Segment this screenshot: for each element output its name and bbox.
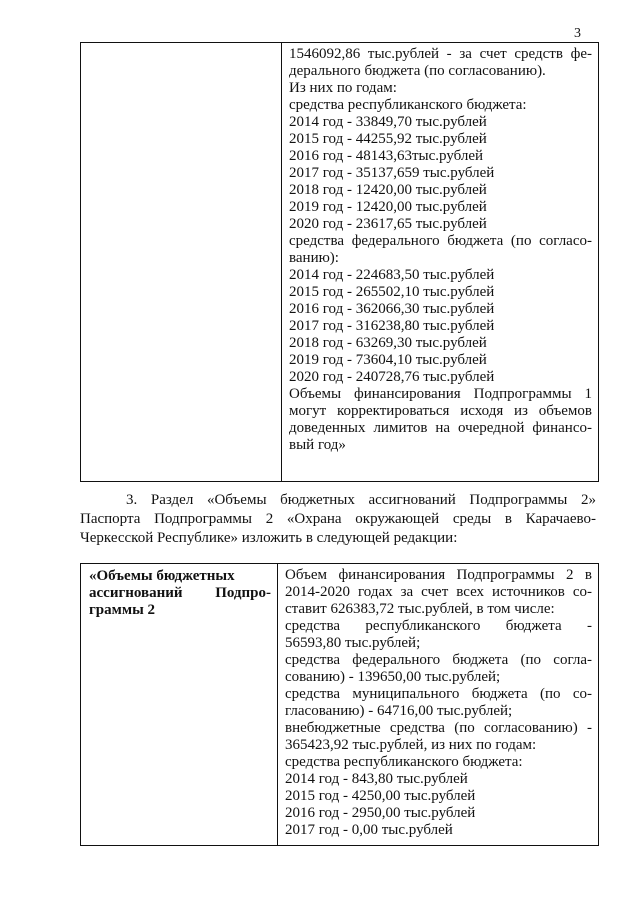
text-line: ванию): (289, 250, 339, 266)
table-row (81, 43, 599, 482)
table-cell-label (81, 43, 282, 482)
text-line: средства федерального бюджета (по согласо- (289, 233, 592, 249)
text-line: 2014 год - 843,80 тыс.рублей (285, 771, 468, 787)
text-line: 2017 год - 0,00 тыс.рублей (285, 822, 453, 838)
text-line: Из них по годам: (289, 80, 397, 96)
text-line: 2015 год - 265502,10 тыс.рублей (289, 284, 495, 300)
text-line: 3. Раздел «Объемы бюджетных ассигнований Подпрограммы 2» (126, 492, 596, 508)
text-line: Черкесской Республике» изложить в следующей редакции: (80, 530, 458, 546)
financing-table-subprogram-1 (80, 42, 599, 482)
text-line: 2019 год - 12420,00 тыс.рублей (289, 199, 487, 215)
text-line: внебюджетные средства (по согласованию) - (285, 720, 592, 736)
text-line: вый год» (289, 437, 346, 453)
page-number: 3 (574, 26, 581, 41)
text-line: 2014-2020 годах за счет всех источников со- (285, 584, 592, 600)
text-line: 2016 год - 362066,30 тыс.рублей (289, 301, 495, 317)
cell-text-block (278, 564, 598, 839)
text-line: средства республиканского бюджета - (285, 618, 592, 634)
text-line: Объемы финансирования Подпрограммы 1 (289, 386, 592, 402)
text-line: сованию) - 139650,00 тыс.рублей; (285, 669, 501, 685)
text-line: доведенных лимитов на очередной финансо- (289, 420, 592, 436)
text-line: граммы 2 (89, 602, 156, 618)
table-cell-value (278, 564, 599, 846)
text-line: средства республиканского бюджета: (285, 754, 523, 770)
text-line: 2016 год - 48143,63тыс.рублей (289, 148, 484, 164)
cell-heading (81, 564, 277, 619)
text-line: 2015 год - 44255,92 тыс.рублей (289, 131, 487, 147)
text-line: могут корректироваться исходя из объемов (289, 403, 592, 419)
text-line: 2017 год - 316238,80 тыс.рублей (289, 318, 495, 334)
text-line: Паспорта Подпрограммы 2 «Охрана окружающей среды в Карачаево- (80, 511, 596, 527)
text-line: 1546092,86 тыс.рублей - за счет средств фе- (289, 46, 592, 62)
text-line: 2014 год - 224683,50 тыс.рублей (289, 267, 495, 283)
text-line: средства федерального бюджета (по согла- (285, 652, 592, 668)
text-line: 56593,80 тыс.рублей; (285, 635, 421, 651)
text-line: 2018 год - 63269,30 тыс.рублей (289, 335, 487, 351)
text-line: ставит 626383,72 тыс.рублей, в том числе: (285, 601, 555, 617)
text-line: 2016 год - 2950,00 тыс.рублей (285, 805, 476, 821)
text-line: ассигнований Подпро- (89, 585, 271, 601)
text-line: 2015 год - 4250,00 тыс.рублей (285, 788, 476, 804)
text-line: 2020 год - 240728,76 тыс.рублей (289, 369, 495, 385)
table-row (81, 564, 599, 846)
text-line: «Объемы бюджетных (89, 568, 235, 584)
text-line: 365423,92 тыс.рублей, из них по годам: (285, 737, 537, 753)
text-line: 2014 год - 33849,70 тыс.рублей (289, 114, 487, 130)
cell-text-block (282, 43, 598, 454)
table-cell-value (282, 43, 599, 482)
text-line: 2019 год - 73604,10 тыс.рублей (289, 352, 487, 368)
text-line: средства республиканского бюджета: (289, 97, 527, 113)
text-line: 2018 год - 12420,00 тыс.рублей (289, 182, 487, 198)
section-3-paragraph (80, 491, 596, 548)
text-line: гласованию) - 64716,00 тыс.рублей; (285, 703, 513, 719)
text-line: Объем финансирования Подпрограммы 2 в (285, 567, 592, 583)
financing-table-subprogram-2 (80, 563, 599, 846)
text-line: 2020 год - 23617,65 тыс.рублей (289, 216, 487, 232)
text-line: средства муниципального бюджета (по со- (285, 686, 592, 702)
text-line: 2017 год - 35137,659 тыс.рублей (289, 165, 495, 181)
text-line: дерального бюджета (по согласованию). (289, 63, 546, 79)
table-cell-label (81, 564, 278, 846)
